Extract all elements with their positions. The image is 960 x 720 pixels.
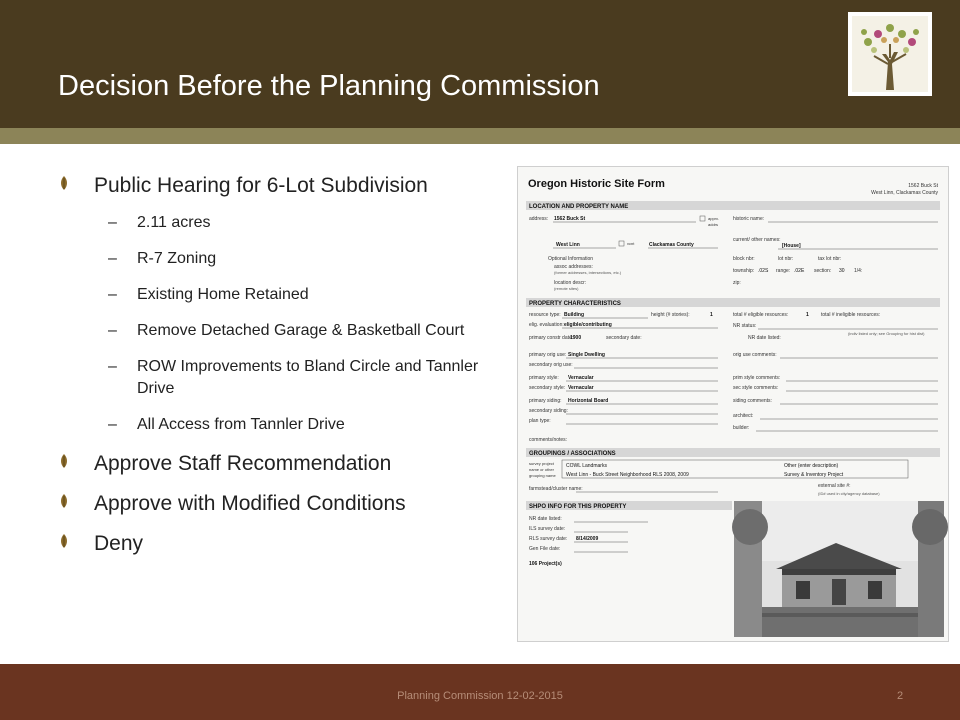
dash-marker: –	[108, 416, 117, 433]
bullet-item	[58, 490, 508, 518]
form-label: builder:	[733, 425, 750, 431]
form-value: Vernacular	[568, 375, 594, 381]
form-label: secondary style:	[529, 385, 566, 391]
form-label: height (# stories):	[651, 312, 690, 318]
tree-logo-icon	[848, 12, 932, 96]
form-label: total # eligible resources:	[733, 312, 789, 318]
sub-item-text: All Access from Tannler Drive	[137, 416, 345, 433]
svg-text:survey project: survey project	[529, 461, 554, 466]
form-value: 1900	[570, 335, 582, 341]
sub-item	[58, 248, 508, 270]
form-label: orig use comments:	[733, 352, 777, 358]
sub-item	[58, 356, 508, 400]
form-label: (ID# used in city/agency database)	[818, 491, 880, 496]
form-value: Vernacular	[568, 385, 594, 391]
form-label: architect:	[733, 413, 754, 419]
form-label: assoc addresses:	[554, 264, 593, 270]
form-label: 1/4:	[854, 268, 863, 274]
form-label: resource type:	[529, 312, 561, 318]
form-label: range:	[776, 268, 791, 274]
form-label: secondary date:	[606, 335, 642, 341]
form-label: block nbr:	[733, 256, 755, 262]
svg-text:vcnt: vcnt	[627, 241, 635, 246]
form-value: 30	[839, 268, 845, 274]
form-value: 1	[710, 312, 713, 318]
dash-marker: –	[108, 286, 117, 303]
section-groupings: GROUPINGS / ASSOCIATIONS	[529, 451, 616, 457]
section-characteristics: PROPERTY CHARACTERISTICS	[529, 301, 621, 307]
form-label: current/ other names:	[733, 237, 781, 243]
form-label: sec style comments:	[733, 385, 779, 391]
form-label: comments/notes:	[529, 437, 568, 443]
form-value: Other (enter description)	[784, 463, 839, 469]
form-label: (remote sites)	[554, 286, 579, 291]
form-label: elig. evaluation:	[529, 322, 564, 328]
form-label: location descr:	[554, 280, 587, 286]
sub-item	[58, 284, 508, 306]
form-label: NR status:	[733, 323, 757, 329]
bullet-text: Approve Staff Recommendation	[94, 452, 392, 475]
form-label: prim style comments:	[733, 375, 781, 381]
form-label: Optional Information	[548, 256, 594, 262]
form-label: plan type:	[529, 418, 551, 424]
leaf-bullet-icon	[58, 175, 70, 191]
dash-marker: –	[108, 250, 117, 267]
form-label: primary siding:	[529, 398, 562, 404]
form-label: secondary siding:	[529, 408, 568, 414]
form-label: tax lot nbr:	[818, 256, 842, 262]
sub-item-text: 2.11 acres	[137, 214, 211, 231]
form-label: (former addresses, intersections, etc.)	[554, 270, 622, 275]
dash-marker: –	[108, 358, 117, 375]
sub-item-text: R-7 Zoning	[137, 250, 217, 267]
sub-item	[58, 414, 508, 436]
leaf-bullet-icon	[58, 453, 70, 469]
bullet-item	[58, 172, 508, 200]
form-value: Survey & Inventory Project	[784, 472, 844, 478]
bullet-item	[58, 530, 508, 558]
form-value: West Linn - Buck Street Neighborhood RLS 2008, 2009	[566, 472, 689, 478]
bullet-list	[58, 172, 508, 570]
sub-item-text: ROW Improvements to Bland Circle and Tannler Drive	[137, 358, 479, 397]
form-label: lot nbr:	[778, 256, 794, 262]
sub-item-text: Remove Detached Garage & Basketball Court	[137, 322, 465, 339]
form-value: Single Dwelling	[568, 352, 605, 358]
footer-text: Planning Commission 12-02-2015	[397, 690, 563, 702]
form-label: primary orig use:	[529, 352, 567, 358]
form-value: .02E	[794, 268, 805, 274]
form-value: [House]	[782, 243, 801, 249]
form-header-address: 1562 Buck St	[908, 183, 938, 189]
form-title: Oregon Historic Site Form	[528, 178, 665, 190]
form-label: secondary orig use:	[529, 362, 573, 368]
form-label: address:	[529, 216, 549, 222]
form-label: farmstead/cluster name:	[529, 486, 583, 492]
form-label: RLS survey date:	[529, 536, 568, 542]
slide-header	[0, 0, 960, 128]
form-label: (indiv listed only; see Grouping for hist dist)	[848, 331, 925, 336]
section-shpo: SHPO INFO FOR THIS PROPERTY	[529, 504, 627, 510]
form-value: 1562 Buck St	[554, 216, 586, 222]
header-accent-band	[0, 128, 960, 144]
form-label: siding comments:	[733, 398, 772, 404]
bullet-item	[58, 450, 508, 478]
leaf-bullet-icon	[58, 493, 70, 509]
form-value: .02S	[758, 268, 769, 274]
svg-text:apprx.: apprx.	[708, 216, 720, 221]
form-label: primary style:	[529, 375, 559, 381]
historic-site-form-image	[517, 166, 949, 642]
form-header-city: West Linn, Clackamas County	[871, 190, 938, 196]
form-label: 106 Project(s)	[529, 561, 562, 567]
form-label: township:	[733, 268, 755, 274]
dash-marker: –	[108, 214, 117, 231]
form-label: ILS survey date:	[529, 526, 566, 532]
slide-title: Decision Before the Planning Commission	[58, 70, 600, 102]
form-value: Horizontal Board	[568, 398, 609, 404]
leaf-bullet-icon	[58, 533, 70, 549]
bullet-text: Deny	[94, 532, 144, 555]
form-label: zip:	[733, 280, 741, 286]
form-label: Gen File date:	[529, 546, 561, 552]
section-location: LOCATION AND PROPERTY NAME	[529, 204, 629, 210]
sub-item	[58, 212, 508, 234]
svg-text:addrs: addrs	[708, 222, 719, 227]
form-value: Building	[564, 312, 584, 318]
form-label: external site #:	[818, 483, 851, 489]
page-number: 2	[897, 690, 904, 702]
form-value: eligible/contributing	[564, 322, 612, 328]
form-label: historic name:	[733, 216, 765, 222]
form-value: Clackamas County	[649, 242, 694, 248]
bullet-text: Approve with Modified Conditions	[94, 492, 406, 515]
form-value: 1	[806, 312, 809, 318]
form-label: section:	[814, 268, 832, 274]
house-photo	[732, 501, 948, 637]
form-label: total # ineligible resources:	[821, 312, 881, 318]
svg-text:grouping name: grouping name	[529, 473, 556, 478]
svg-text:name or other: name or other	[529, 467, 554, 472]
sub-item-text: Existing Home Retained	[137, 286, 309, 303]
form-value: 8/14/2009	[576, 536, 599, 542]
sub-item	[58, 320, 508, 342]
form-label: primary constr date:	[529, 335, 574, 341]
bullet-text: Public Hearing for 6-Lot Subdivision	[94, 174, 428, 197]
form-label: NR date listed:	[529, 516, 562, 522]
form-value: COWL Landmarks	[566, 463, 607, 469]
form-label: NR date listed:	[748, 335, 781, 341]
dash-marker: –	[108, 322, 117, 339]
form-value: West Linn	[556, 242, 580, 248]
